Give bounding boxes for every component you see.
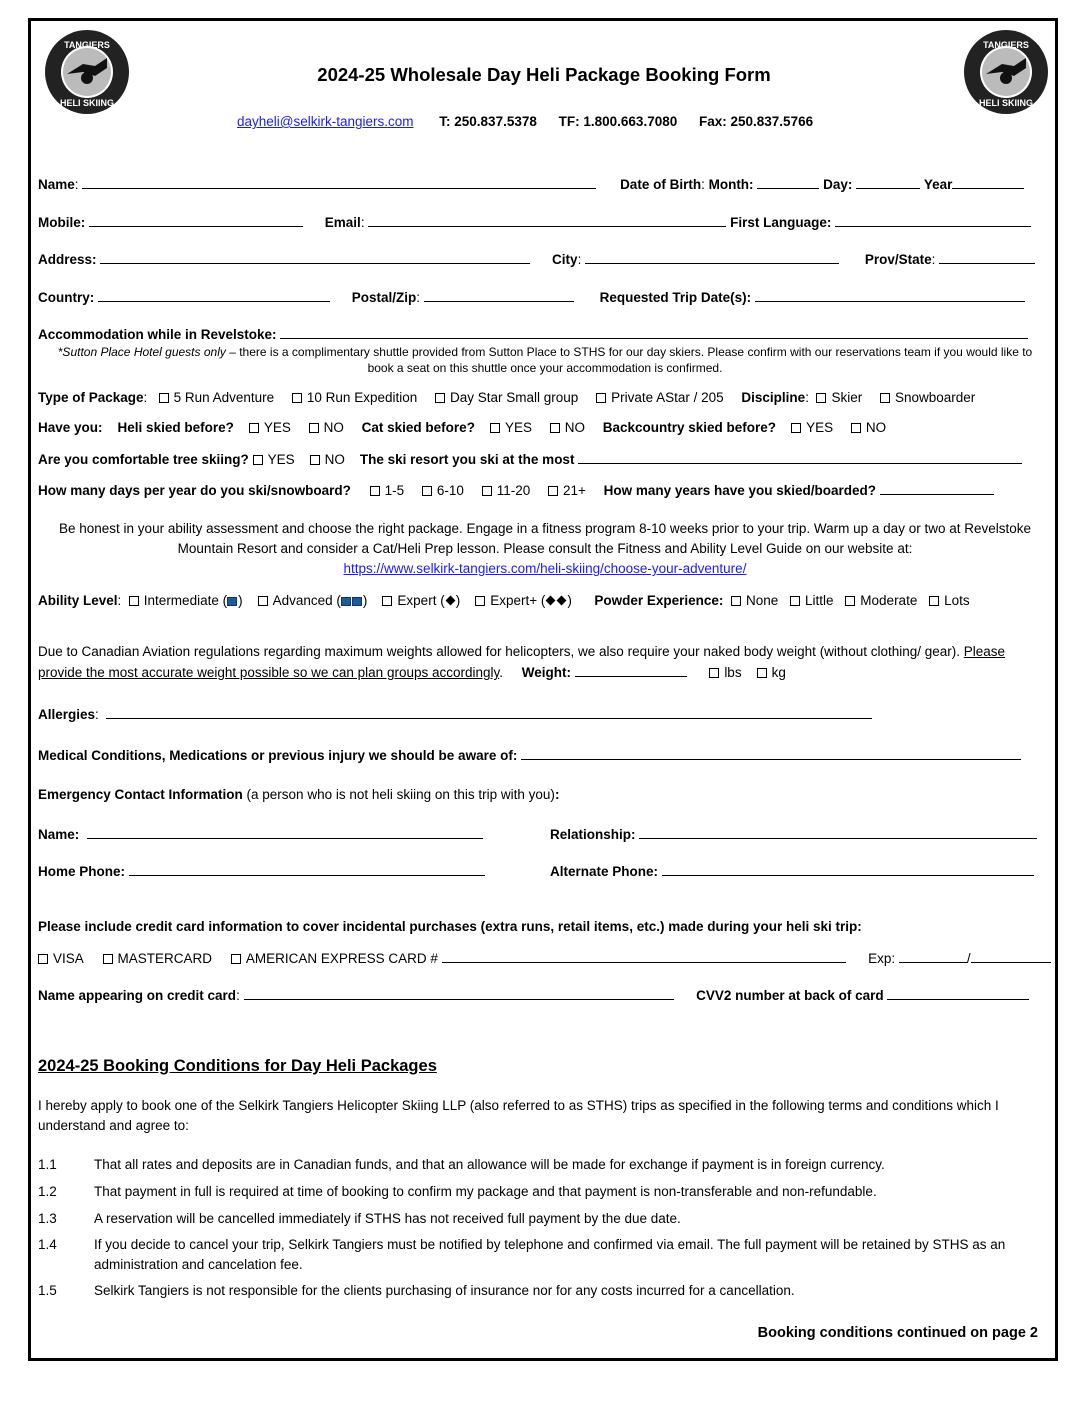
ability-row: Ability Level: Intermediate ( ) Advanced ( ) Expert ( ) Expert+ ( ) Powder Experience: None Little Moderate Lots (38, 593, 970, 608)
expert-plus-checkbox[interactable] (475, 596, 485, 606)
allergies-row: Allergies: (38, 705, 872, 722)
expert-checkbox[interactable] (382, 596, 392, 606)
dob-year-field[interactable] (952, 175, 1024, 189)
blue-square-icon (352, 597, 362, 606)
card-type-row: VISA MASTERCARD AMERICAN EXPRESS CARD # Exp: / (38, 949, 1051, 966)
medical-field[interactable] (521, 746, 1021, 760)
cvv-field[interactable] (887, 986, 1029, 1000)
lbs-checkbox[interactable] (709, 668, 719, 678)
dob-month-field[interactable] (757, 175, 819, 189)
dob-day-field[interactable] (856, 175, 920, 189)
condition-1-2-num: 1.2 (38, 1184, 57, 1199)
fax: Fax: 250.837.5766 (699, 114, 814, 129)
alt-phone-row: Alternate Phone: (550, 862, 1034, 879)
emergency-name-field[interactable] (87, 825, 483, 839)
powder-lots-checkbox[interactable] (929, 596, 939, 606)
exp-year-field[interactable] (971, 949, 1051, 963)
svg-text:TANGIERS: TANGIERS (64, 40, 110, 50)
days-21-plus-checkbox[interactable] (548, 486, 558, 496)
card-number-field[interactable] (442, 949, 846, 963)
condition-1-1-text: That all rates and deposits are in Canadian funds, and that an allowance will be made for exchange if payment is in foreign currency. (94, 1157, 885, 1172)
emergency-name-row: Name: (38, 825, 483, 842)
contact-row: Mobile: Email: First Language: (38, 213, 1031, 230)
allergies-field[interactable] (106, 705, 872, 719)
package-private-checkbox[interactable] (596, 393, 606, 403)
cat-no-checkbox[interactable] (550, 423, 560, 433)
condition-1-2-text: That payment in full is required at time of booking to confirm my package and that payment is non-transferable and non-refundable. (94, 1184, 877, 1199)
email-field[interactable] (368, 213, 726, 227)
black-diamond-icon (546, 596, 556, 606)
backcountry-no-checkbox[interactable] (851, 423, 861, 433)
advice-paragraph: Be honest in your ability assessment and choose the right package. Engage in a fitness program 8-10 weeks prior to your trip. Warm up a day or two at Revelstoke Mountain Resort and consider a Cat/Heli Prep lesson. Please consult the Fitness and Ability Level Guide on our website at: https://www.selkirk-tangiers.com/heli-skiing/choose-your-adventure/ (59, 521, 1031, 576)
website-link[interactable]: https://www.selkirk-tangiers.com/heli-skiing/choose-your-adventure/ (343, 561, 747, 576)
prov-state-field[interactable] (939, 250, 1035, 264)
conditions-intro: I hereby apply to book one of the Selkirk Tangiers Helicopter Skiing LLP (also referred to as STHS) trips as specified in the following terms and conditions which I understand and agree to: (38, 1098, 999, 1133)
have-you-row: Have you: Heli skied before? YES NO Cat skied before? YES NO Backcountry skied before? YES NO (38, 420, 887, 435)
card-name-row: Name appearing on credit card: CVV2 number at back of card (38, 986, 1029, 1003)
svg-text:TANGIERS: TANGIERS (983, 40, 1029, 50)
first-language-field[interactable] (835, 213, 1031, 227)
heli-no-checkbox[interactable] (309, 423, 319, 433)
condition-1-3-text: A reservation will be cancelled immediately if STHS has not received full payment by the due date. (94, 1211, 681, 1226)
home-phone-field[interactable] (129, 862, 485, 876)
package-5-run-checkbox[interactable] (159, 393, 169, 403)
tree-yes-checkbox[interactable] (253, 455, 263, 465)
relationship-field[interactable] (639, 825, 1037, 839)
relationship-row: Relationship: (550, 825, 1037, 842)
city-field[interactable] (585, 250, 839, 264)
condition-1-5-text: Selkirk Tangiers is not responsible for the clients purchasing of insurance nor for any costs incurred for a cancellation. (94, 1283, 795, 1298)
tree-no-checkbox[interactable] (310, 455, 320, 465)
blue-square-icon (227, 597, 237, 606)
days-6-10-checkbox[interactable] (422, 486, 432, 496)
address-field[interactable] (100, 250, 530, 264)
snowboarder-checkbox[interactable] (880, 393, 890, 403)
accommodation-field[interactable] (280, 325, 1028, 339)
name-row: Name: Date of Birth: Month: Day: Year (38, 175, 1024, 192)
alt-phone-field[interactable] (662, 862, 1034, 876)
accommodation-row: Accommodation while in Revelstoke: (38, 325, 1028, 342)
heli-yes-checkbox[interactable] (249, 423, 259, 433)
country-field[interactable] (98, 288, 330, 302)
home-phone-row: Home Phone: (38, 862, 485, 879)
email-link[interactable]: dayheli@selkirk-tangiers.com (237, 114, 414, 129)
condition-1-4-num: 1.4 (38, 1237, 57, 1252)
days-row: How many days per year do you ski/snowboard? 1-5 6-10 11-20 21+ How many years have you skied/boarded? (38, 481, 994, 498)
condition-1-5-num: 1.5 (38, 1283, 57, 1298)
shuttle-note: *Sutton Place Hotel guests only – there is a complimentary shuttle provided from Sutton Place to STHS for our day skiers. Please confirm with our reservations team if you would like to book a seat on this shuttle once your accommodation is confirmed. (57, 345, 1033, 375)
powder-little-checkbox[interactable] (790, 596, 800, 606)
postal-field[interactable] (424, 288, 574, 302)
payment-intro: Please include credit card information to cover incidental purchases (extra runs, retail items, etc.) made during your heli ski trip: (38, 919, 862, 934)
trip-dates-field[interactable] (755, 288, 1025, 302)
black-diamond-icon (557, 596, 567, 606)
conditions-heading: 2024-25 Booking Conditions for Day Heli Packages (38, 1057, 437, 1075)
black-diamond-icon (445, 596, 455, 606)
mastercard-checkbox[interactable] (103, 954, 113, 964)
cat-yes-checkbox[interactable] (490, 423, 500, 433)
svg-text:HELI SKIING: HELI SKIING (978, 98, 1034, 108)
package-row: Type of Package: 5 Run Adventure 10 Run Expedition Day Star Small group Private AStar / 205 Discipline: Skier Snowboarder (38, 390, 976, 405)
kg-checkbox[interactable] (757, 668, 767, 678)
name-field[interactable] (82, 175, 596, 189)
package-day-star-checkbox[interactable] (435, 393, 445, 403)
mobile-field[interactable] (89, 213, 303, 227)
intermediate-checkbox[interactable] (129, 596, 139, 606)
days-11-20-checkbox[interactable] (482, 486, 492, 496)
phone: T: 250.837.5378 (439, 114, 537, 129)
amex-checkbox[interactable] (231, 954, 241, 964)
svg-text:HELI SKIING: HELI SKIING (59, 98, 115, 108)
country-row: Country: Postal/Zip: Requested Trip Date(s): (38, 288, 1025, 305)
weight-paragraph: Due to Canadian Aviation regulations regarding maximum weights allowed for helicopters, we also require your naked body weight (without clothing/ gear). Please provide the most accurate weight possible so we can plan groups accordingly. Weight: lbs kg (38, 644, 1006, 680)
condition-1-4-text: If you decide to cancel your trip, Selkirk Tangiers must be notified by telephone and confirmed via email. The full payment will be retained by STHS as an administration and cancelation fee. (94, 1237, 1006, 1272)
toll-free: TF: 1.800.663.7080 (558, 114, 678, 129)
resort-field[interactable] (578, 450, 1022, 464)
exp-month-field[interactable] (899, 949, 967, 963)
card-name-field[interactable] (244, 986, 674, 1000)
weight-field[interactable] (575, 663, 687, 677)
blue-square-icon (341, 597, 351, 606)
condition-1-1-num: 1.1 (38, 1157, 57, 1172)
package-10-run-checkbox[interactable] (292, 393, 302, 403)
backcountry-yes-checkbox[interactable] (791, 423, 801, 433)
visa-checkbox[interactable] (38, 954, 48, 964)
powder-none-checkbox[interactable] (731, 596, 741, 606)
form-title: 2024-25 Wholesale Day Heli Package Booking Form (317, 64, 771, 85)
condition-1-3-num: 1.3 (38, 1211, 57, 1226)
powder-moderate-checkbox[interactable] (845, 596, 855, 606)
tree-row: Are you comfortable tree skiing? YES NO The ski resort you ski at the most (38, 450, 1022, 467)
years-field[interactable] (880, 481, 994, 495)
address-row: Address: City: Prov/State: (38, 250, 1035, 267)
skier-checkbox[interactable] (816, 393, 826, 403)
emergency-heading: Emergency Contact Information (a person who is not heli skiing on this trip with you): (38, 787, 560, 802)
medical-row: Medical Conditions, Medications or previous injury we should be aware of: (38, 746, 1021, 763)
days-1-5-checkbox[interactable] (370, 486, 380, 496)
continued-note: Booking conditions continued on page 2 (757, 1325, 1038, 1341)
advanced-checkbox[interactable] (258, 596, 268, 606)
